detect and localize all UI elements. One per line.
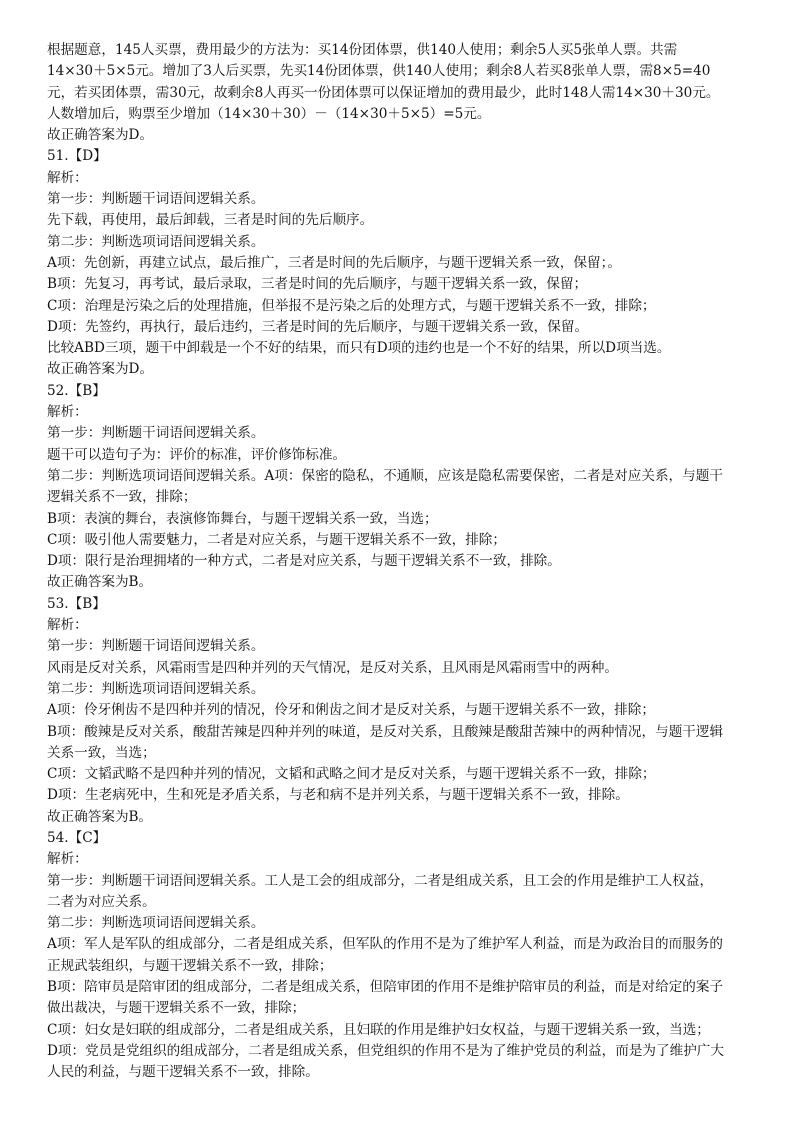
text-line: D项：先签约，再执行，最后违约，三者是时间的先后顺序，与题干逻辑关系一致，保留。	[47, 318, 589, 335]
text-line: 二者为对应关系。	[47, 893, 156, 910]
text-line: 逻辑关系不一致，排除；	[47, 489, 197, 506]
text-line: 故正确答案为D。	[47, 361, 154, 378]
text-line: 故正确答案为D。	[47, 127, 154, 144]
text-line: A项：伶牙俐齿不是四种并列的情况，伶牙和俐齿之间才是反对关系，与题干逻辑关系不一致，排除；	[47, 702, 655, 719]
text-line: C项：妇女是妇联的组成部分，二者是组成关系，且妇联的作用是维护妇女权益，与题干逻辑关系一致，当选；	[47, 1021, 710, 1038]
text-line: C项：文韬武略不是四种并列的情况，文韬和武略之间才是反对关系，与题干逻辑关系不一致，排除；	[47, 766, 656, 783]
text-line: D项：党员是党组织的组成部分，二者是组成关系，但党组织的作用不是为了维护党员的利益，而是为了维护广大	[47, 1042, 724, 1059]
text-line: 第一步：判断题干词语间逻辑关系。	[47, 191, 265, 208]
text-line: B项：表演的舞台，表演修饰舞台，与题干逻辑关系一致，当选；	[47, 510, 438, 527]
text-line: 根据题意，145人买票，费用最少的方法为：买14份团体票，供140人使用；剩余5人买5张单人票。共需	[47, 42, 678, 58]
text-line: B项：先复习，再考试，最后录取，三者是时间的先后顺序，与题干逻辑关系一致，保留；	[47, 276, 588, 293]
text-line: C项：吸引他人需要魅力，二者是对应关系，与题干逻辑关系不一致，排除；	[47, 531, 506, 548]
text-line: 题干可以造句子为：评价的标准，评价修饰标准。	[47, 446, 347, 463]
text-line: 故正确答案为B。	[47, 574, 153, 591]
text-line: B项：酸辣是反对关系，酸甜苦辣是四种并列的味道，是反对关系，且酸辣是酸甜苦辣中的两种情况，与题干逻辑	[47, 723, 724, 740]
text-line: A项：军人是军队的组成部分，二者是组成关系，但军队的作用不是为了维护军人利益，而是为政治目的而服务的	[47, 936, 723, 953]
text-line: 人民的利益，与题干逻辑关系不一致，排除。	[47, 1064, 319, 1081]
text-line: D项：限行是治理拥堵的一种方式，二者是对应关系，与题干逻辑关系不一致，排除。	[47, 553, 561, 570]
text-line: 解析：	[47, 169, 88, 186]
text-line: 53.【B】	[47, 595, 106, 612]
text-line: 解析：	[47, 851, 88, 868]
text-line: 人数增加后，购票至少增加（14×30＋30）－（14×30＋5×5）=5元。	[47, 105, 491, 122]
text-line: 比较ABD三项，题干中卸载是一个不好的结果，而只有D项的违约也是一个不好的结果，所以D项当选。	[47, 340, 671, 357]
text-line: 元，若买团体票，需30元，故剩余8人再买一份团体票可以保证增加的费用最少，此时148人需14×30＋30元。	[47, 84, 720, 101]
text-line: 第二步：判断选项词语间逻辑关系。	[47, 915, 265, 932]
text-line: 做出裁决，与题干逻辑关系不一致，排除；	[47, 1000, 306, 1017]
text-line: 第一步：判断题干词语间逻辑关系。工人是工会的组成部分，二者是组成关系，且工会的作用是维护工人权益，	[47, 872, 714, 889]
text-line: 第二步：判断选项词语间逻辑关系。	[47, 233, 265, 250]
text-line: 第二步：判断选项词语间逻辑关系。	[47, 680, 265, 697]
text-line: D项：生老病死中，生和死是矛盾关系，与老和病不是并列关系，与题干逻辑关系不一致，排除。	[47, 787, 629, 804]
text-line: 关系一致，当选；	[47, 744, 156, 761]
text-line: 52.【B】	[47, 382, 106, 399]
text-line: 风雨是反对关系，风霜雨雪是四种并列的天气情况，是反对关系，且风雨是风霜雨雪中的两种。	[47, 659, 618, 676]
text-line: 故正确答案为B。	[47, 808, 153, 825]
text-line: 第一步：判断题干词语间逻辑关系。	[47, 425, 265, 442]
text-line: B项：陪审员是陪审团的组成部分，二者是组成关系，但陪审团的作用不是维护陪审员的利益，而是对给定的案子	[47, 979, 724, 996]
text-line: 先下载，再使用，最后卸载，三者是时间的先后顺序。	[47, 212, 374, 229]
text-line: 第一步：判断题干词语间逻辑关系。	[47, 638, 265, 655]
text-line: 正规武装组织，与题干逻辑关系不一致，排除；	[47, 957, 333, 974]
text-line: 第二步：判断选项词语间逻辑关系。A项：保密的隐私，不通顺，应该是隐私需要保密，二者是对应关系，与题干	[47, 467, 723, 484]
text-line: 解析：	[47, 617, 88, 634]
text-line: 14×30＋5×5元。增加了3人后买票，先买14份团体票，供140人使用；剩余8人若买8张单人票，需8×5=40	[47, 63, 711, 80]
text-line: 解析：	[47, 404, 88, 421]
text-line: 51.【D】	[47, 148, 107, 165]
text-line: C项：治理是污染之后的处理措施，但举报不是污染之后的处理方式，与题干逻辑关系不一致，排除；	[47, 297, 656, 314]
text-line: A项：先创新，再建立试点，最后推广，三者是时间的先后顺序，与题干逻辑关系一致，保留；。	[47, 254, 621, 271]
text-line: 54.【C】	[47, 829, 107, 846]
